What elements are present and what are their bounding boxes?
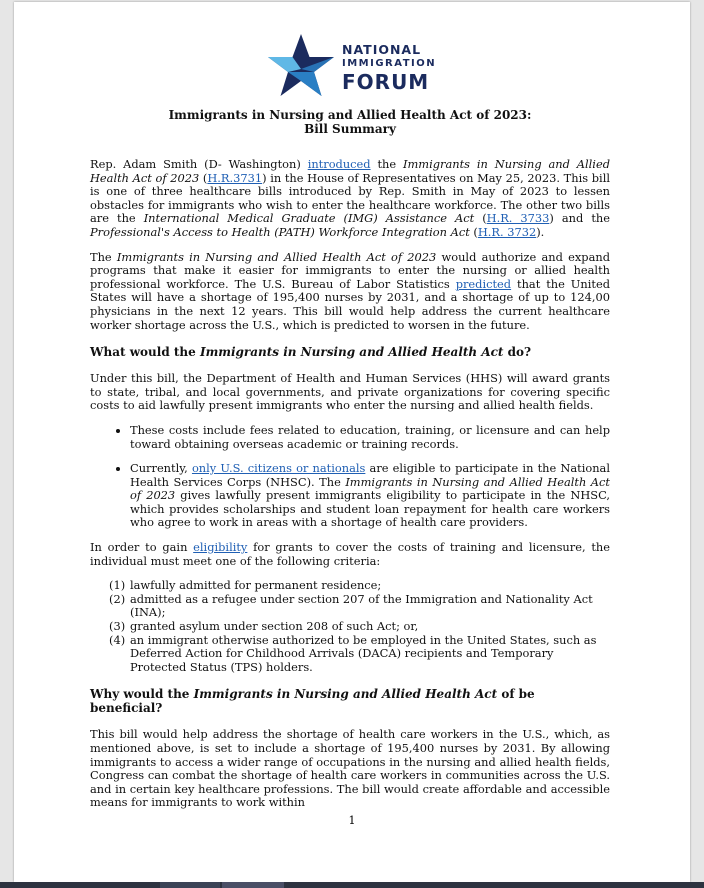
text-run: ) and the	[549, 211, 610, 226]
taskbar-strip	[0, 882, 704, 888]
act-name: Immigrants in Nursing and Allied Health Act of 2023	[90, 157, 610, 185]
star-logo-icon	[266, 32, 336, 100]
list-item	[109, 591, 610, 620]
text-run: are eligible to participate in the National Health Services Corps (NHSC). The	[130, 461, 610, 489]
list-text: granted asylum under section 208 of such Act; or,	[130, 619, 419, 634]
text-run: Why would the	[90, 687, 194, 702]
list-item	[109, 632, 610, 675]
act-name: Immigrants in Nursing and Allied Health Act	[199, 345, 504, 360]
text-run: ).	[536, 224, 545, 239]
list-number: (1)	[109, 578, 126, 593]
hr3731-link[interactable]: H.R.3731	[207, 170, 263, 185]
taskbar-segment	[222, 882, 284, 888]
list-text: lawfully admitted for permanent residence;	[130, 578, 382, 593]
purpose-paragraph	[90, 251, 610, 333]
list-number: (4)	[109, 632, 126, 647]
national-immigration-forum-logo	[266, 32, 446, 100]
list-text: admitted as a refugee under section 207 of the Immigration and Nationality Act (INA);	[130, 591, 593, 620]
intro-paragraph	[90, 158, 610, 240]
section-heading-why	[90, 687, 610, 715]
introduced-link[interactable]: introduced	[307, 157, 371, 171]
text-run: (	[469, 224, 478, 239]
act-name: Immigrants in Nursing and Allied Health Act of 2023	[130, 474, 610, 503]
list-text: an immigrant otherwise authorized to be employed in the United States, such as Deferred Action for Childhood Arrivals (DACA) recipients and Temporary Protected Status (TPS) holders.	[130, 632, 597, 674]
text-run: (	[474, 211, 487, 226]
text-run: In order to gain	[90, 540, 194, 555]
text-run: gives lawfully present immigrants eligibility to participate in the NHSC, which provides scholarships and student loan repayment for health care workers who agree to work in areas with a shortage of health care providers.	[130, 488, 610, 530]
text-run: What would the	[90, 345, 200, 360]
list-item	[130, 462, 610, 530]
list-item	[109, 578, 610, 593]
title-line-1: Immigrants in Nursing and Allied Health Act of 2023:	[168, 108, 532, 122]
document-title	[90, 108, 610, 136]
document-body	[90, 108, 610, 821]
text-run: ) in the House of Representatives on May 25, 2023. This bill is one of three healthcare bills introduced by Rep. Smith in May of 2023 to lessen obstacles for immigrants who wish to enter the healthcare workforce. The other two bills are the	[90, 170, 610, 226]
text-run: do?	[503, 345, 532, 360]
hr3733-link[interactable]: H.R. 3733	[486, 211, 550, 226]
text-run: Rep. Adam Smith (D- Washington)	[90, 157, 308, 171]
text-run: Currently,	[130, 461, 192, 476]
text-run: that the United States will have a shortage of 195,400 nurses by 2031, and a shortage of up to 124,00 physicians in the next 12 years. This bill would help address the current healthcare worker shortage across the U.S., which is predicted to worsen in the future.	[90, 276, 610, 332]
eligibility-link[interactable]: eligibility	[193, 540, 248, 555]
logo-line-forum: FORUM	[342, 69, 430, 94]
eligibility-paragraph	[90, 541, 610, 568]
logo-line-immigration: IMMIGRATION	[342, 57, 437, 69]
text-run: of be beneficial?	[90, 687, 535, 716]
path-act-name: Professional's Access to Health (PATH) Workforce Integration Act	[90, 224, 470, 239]
predicted-link[interactable]: predicted	[455, 276, 512, 291]
list-item	[109, 619, 610, 634]
hr3732-link[interactable]: H.R. 3732	[477, 224, 537, 239]
text-run: would authorize and expand programs that make it easier for immigrants to enter the nursing or allied health professional workforce. The U.S. Bureau of Labor Statistics	[90, 249, 611, 291]
text-run: (	[199, 170, 208, 185]
text-run: for grants to cover the costs of training and licensure, the individual must meet one of the following criteria:	[90, 540, 610, 568]
text-run: The	[90, 249, 117, 264]
taskbar-segment	[160, 882, 220, 888]
hhs-paragraph: Under this bill, the Department of Health and Human Services (HHS) will award grants to state, tribal, and local governments, and private organizations for covering specific costs to aid lawfully present immigrants who enter the nursing and allied health fields.	[90, 371, 610, 413]
act-name: Immigrants in Nursing and Allied Health Act	[193, 687, 498, 702]
criteria-list	[90, 579, 610, 674]
section-heading-what	[90, 345, 610, 359]
title-line-2: Bill Summary	[304, 122, 396, 136]
list-number: (2)	[109, 591, 126, 606]
cost-bullet-list	[90, 424, 610, 530]
list-number: (3)	[109, 619, 126, 634]
list-item: • These costs include fees related to education, training, or licensure and can help toward obtaining overseas academic or training records.	[130, 424, 610, 451]
logo-line-national: NATIONAL	[342, 42, 422, 57]
text-run: the	[370, 157, 403, 171]
act-name: Immigrants in Nursing and Allied Health Act of 2023	[116, 249, 437, 264]
citizens-nationals-link[interactable]: only U.S. citizens or nationals	[191, 461, 366, 476]
benefit-paragraph: This bill would help address the shortage of health care workers in the U.S., which, as mentioned above, is set to include a shortage of 195,400 nurses by 2031. By allowing immigrants to access a wider range of occupations in the nursing and allied health fields, Congress can combat the shortage of health care workers in communities across the U.S. and in certain key healthcare professions. The bill would create affordable and accessible means for immigrants to work within	[90, 727, 610, 810]
document-page	[14, 2, 690, 882]
page-number: 1	[348, 814, 356, 827]
img-act-name: International Medical Graduate (IMG) Assistance Act	[143, 211, 475, 226]
